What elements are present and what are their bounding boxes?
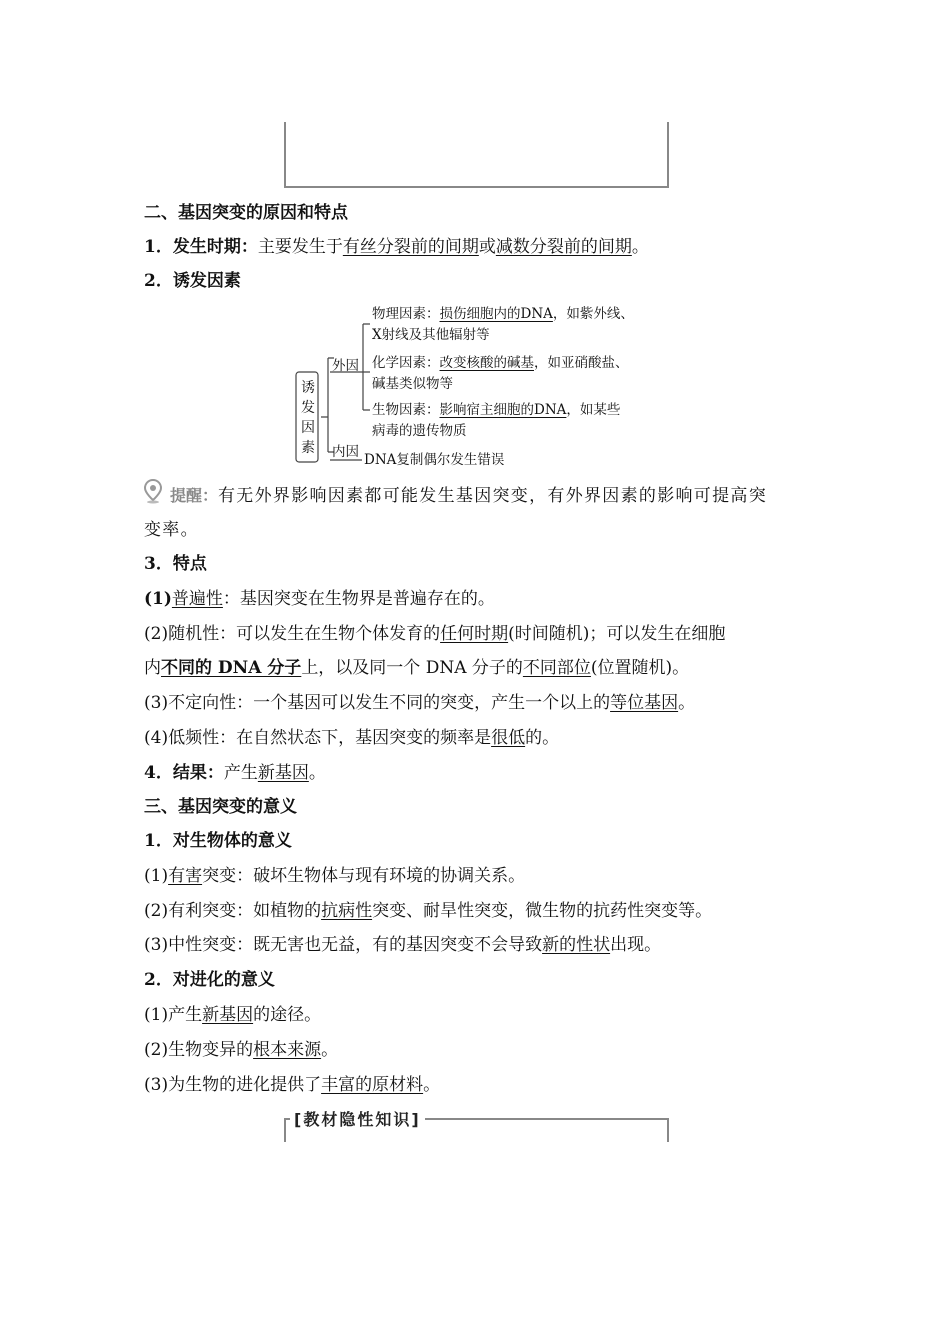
mutation-result: 4．结果：产生新基因。: [144, 763, 326, 783]
chemical-factor: 化学因素：改变核酸的碱基，如亚硝酸盐、: [372, 355, 629, 371]
tip-text-line1: 有无外界影响因素都可能发生基因突变，有外界因素的影响可提高突: [218, 486, 767, 506]
feature-nondirectional: (3)不定向性：一个基因可以发生不同的突变，产生一个以上的等位基因。: [144, 693, 696, 713]
top-frame: [284, 122, 669, 188]
physical-factor: 物理因素：损伤细胞内的DNA，如紫外线、: [372, 306, 634, 322]
chemical-factor-line2: 碱基类似物等: [372, 376, 453, 392]
tip-text-line2: 变率。: [144, 520, 199, 540]
diagram-root: 诱发因素: [301, 380, 315, 456]
feature-randomness: (2)随机性：可以发生在生物个体发育的任何时期(时间随机)；可以发生在细胞: [144, 624, 726, 644]
evolution-point-3: (3)为生物的进化提供了丰富的原材料。: [144, 1075, 441, 1095]
feature-randomness-cont: 内不同的 DNA 分子上，以及同一个 DNA 分子的不同部位(位置随机)。: [144, 658, 690, 678]
biological-factor-line2: 病毒的遗传物质: [372, 423, 467, 439]
map-pin-icon: [142, 478, 164, 504]
beneficial-mutation: (2)有利突变：如植物的抗病性突变、耐旱性突变，微生物的抗药性突变等。: [144, 901, 713, 921]
evolution-point-2: (2)生物变异的根本来源。: [144, 1040, 339, 1060]
neutral-mutation: (3)中性突变：既无害也无益，有的基因突变不会导致新的性状出现。: [144, 935, 662, 955]
significance-organism-heading: 1．对生物体的意义: [144, 831, 292, 851]
tip-label: 提醒：: [170, 486, 219, 505]
harmful-mutation: (1)有害突变：破坏生物体与现有环境的协调关系。: [144, 866, 526, 886]
inducing-factors-heading: 2．诱发因素: [144, 271, 241, 291]
significance-evolution-heading: 2．对进化的意义: [144, 970, 275, 990]
features-heading: 3．特点: [144, 554, 207, 574]
evolution-point-1: (1)产生新基因的途径。: [144, 1005, 322, 1025]
section-3-heading: 三、基因突变的意义: [144, 797, 297, 817]
internal-factor: DNA复制偶尔发生错误: [364, 452, 505, 468]
occurrence-period: 1．发生时期：主要发生于有丝分裂前的间期或减数分裂前的间期。: [144, 237, 649, 257]
feature-universality: (1)普遍性：基因突变在生物界是普遍存在的。: [144, 589, 495, 609]
feature-low-frequency: (4)低频性：在自然状态下，基因突变的频率是很低的。: [144, 728, 560, 748]
diagram-internal-label: 内因: [332, 444, 359, 460]
inducing-factors-diagram: [290, 298, 710, 470]
physical-factor-line2: X射线及其他辐射等: [372, 327, 490, 343]
hidden-knowledge-label: [教材隐性知识]: [290, 1107, 425, 1130]
diagram-external-label: 外因: [332, 358, 359, 374]
section-2-heading: 二、基因突变的原因和特点: [144, 203, 348, 223]
biological-factor: 生物因素：影响宿主细胞的DNA，如某些: [372, 402, 621, 418]
